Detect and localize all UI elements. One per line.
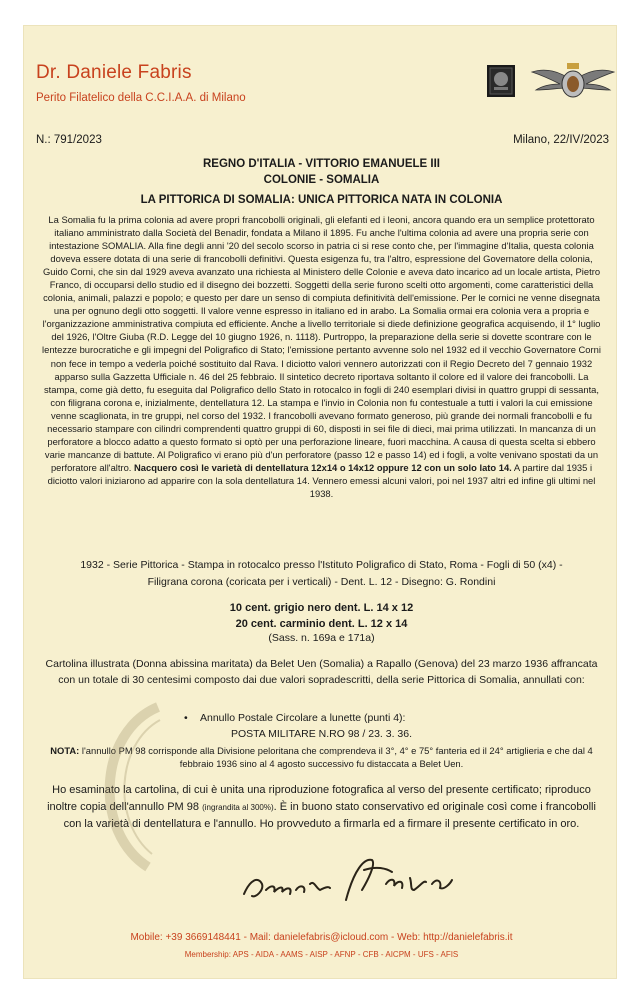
winged-emblem-icon — [530, 58, 616, 106]
postcard-description: Cartolina illustrata (Donna abissina maritata) da Belet Uen (Somalia) a Rapallo (Genova) del 23 marzo 1936 affrancata con un totale di 30 centesimi composto dai due valori sopradescritti, della serie Pittorica di Somalia, annullati con: — [45, 658, 598, 686]
certificate-number: N.: 791/2023 — [36, 134, 102, 146]
conclusion-part-2: . È in buono stato conservativo ed originale così come i francobolli con la varietà di dentellatura e l'annullo. Ho provveduto a firmarla ed a firmare il presente certificato in oro. — [63, 801, 596, 830]
history-tail: A partire dal 1935 i diciotto valori iniziarono ad apparire con la sola dentellatura 14. Vennero emessi alcuni valori, poi nel 1937 altri ed infine gli ultimi nel 1938. — [47, 461, 596, 499]
conclusion-part-1: Ho esaminato la cartolina, di cui è unita una riproduzione fotografica al verso del presente certificato; riproduco inoltre copia dell'annullo PM 98 — [47, 784, 591, 813]
history-main: La Somalia fu la prima colonia ad avere propri francobolli originali, gli elefanti ed i leoni, ancora quando era un semplice protettorato italiano amministrato dalla Società del Benadir, fondata a Milano il 1895. Fu anche l'ultima colonia ad avere una propria serie con intestazione SOMALIA. Alla fine degli anni '20 del secolo scorso in patria ci si rese conto che, per l'immagine d'Italia, questa colonia doveva essere dotata di una serie di francobolli definitivi. Questa esigenza fu, tra l'altro, espressione del Governatore della colonia, Guido Corni, che sin dal 1929 aveva avanzato una richiesta al Ministero delle Colonie e aveva dato incarico ad un locale artista, Pietro Franco, di occuparsi dello studio ed il disegno dei bozzetti. Soggetti della serie furono scelti otto argomenti, come caratteristici della colonia, animali, palazzi e popolo; e questo per dare un senso di compiuta definitività dell'emissione. Per le cornici ne venne disegnata una per ognuno degli otto soggetti. Il valore venne espresso in italiano ed in arabo. La Somalia ormai era colonia vera a propria e l'organizzazione amministrativa compiuta ed efficiente. Anche a livello territoriale si diede definizione geografica acquisendo, il 1° luglio del 1926, l'Oltre Giuba (R.D. Legge del 10 giugno 1926, n. 1118). Purtroppo, la preparazione della serie si dovette scontrare con le lentezze burocratiche e gli impegni del Poligrafico di Stato; l'emissione pertanto avvenne solo nel 1932 ed il vecchio Governatore Corni non fece in tempo a vederla poiché sostituito dal Rava. I diciotto valori vennero autorizzati con il Regio Decreto del 7 gennaio 1932 apparso sulla Gazzetta Ufficiale n. 46 del 25 febbraio. Il sintetico decreto riportava soltanto il colore ed il valore dei francobolli. La stampa, come già detto, fu eseguita dal Poligrafico dello Stato in rotocalco in fogli di 240 esemplari divisi in quattro gruppi di sessanta, con filigrana corona e, inizialmente, dentellatura 12. La stampa e l'invio in Colonia non fu contestuale a tutti i valori la cui emissione venne scaglionata, in tre gruppi, nel corso del 1932. I francobolli avevano formato generoso, più grande dei normali francobolli e fu necessario stampare con cilindri comprendenti quattro gruppi di 60, disposti in sei file di dieci, mai prima utilizzati. In mancanza di un perforatore a blocco adatto a questo formato si optò per una perforazione lineare, fuori macchina. A causa di questa scelta si ebbero varie mancanze di battute. Al Poligrafico vi erano più d'un perforatore (passo 12 e passo 14) ed i fogli, a volte venivano spostati da un perforatore all'altro. — [42, 214, 601, 473]
series-line-2: Filigrana corona (coricata per i verticali) - Dent. L. 12 - Disegno: G. Rondini — [147, 576, 496, 588]
stamp-value-1: 10 cent. grigio nero dent. L. 14 x 12 — [229, 602, 414, 614]
cancellation-text: Annullo Postale Circolare a lunette (punti 4): — [200, 712, 406, 724]
signature-icon — [236, 850, 466, 910]
note-label: NOTA: — [50, 745, 80, 756]
catalogue-reference: (Sass. n. 169a e 171a) — [268, 632, 375, 644]
certificate-date: Milano, 22/IV/2023 — [513, 134, 609, 146]
footer-membership: Membership: APS - AIDA - AAMS - AISP - AFNP - CFB - AICPM - UFS - AFIS — [184, 950, 459, 959]
conclusion-small: (ingrandita al 300%) — [202, 803, 274, 812]
heading-line-2: COLONIE - SOMALIA — [263, 174, 380, 186]
series-line-1: 1932 - Serie Pittorica - Stampa in rotocalco presso l'Istituto Poligrafico di Stato, Roma - Fogli di 50 (x4) - — [80, 559, 563, 571]
series-description — [40, 557, 603, 591]
expert-name: Dr. Daniele Fabris — [36, 62, 192, 83]
stamp-values — [40, 600, 603, 632]
bullet-icon: • — [184, 712, 188, 724]
note-text: l'annullo PM 98 corrisponde alla Divisione peloritana che comprendeva il 3°, 4° e 75° fanteria ed il 24° artiglieria e che dal 4 febbraio 1936 sino al 4 agosto successivo fu distaccata a Belet Uen. — [81, 745, 593, 769]
cancellation-item — [184, 712, 406, 724]
stamp-logo-icon — [486, 64, 516, 98]
subtitle: LA PITTORICA DI SOMALIA: UNICA PITTORICA NATA IN COLONIA — [140, 194, 503, 206]
footer-contact: Mobile: +39 3669148441 - Mail: danielefabris@icloud.com - Web: http://danielefabris.it — [130, 932, 513, 943]
heading-line-1: REGNO D'ITALIA - VITTORIO EMANUELE III — [203, 158, 440, 170]
history-paragraph — [38, 213, 605, 500]
stamp-value-2: 20 cent. carminio dent. L. 12 x 14 — [235, 618, 408, 630]
embossed-seal-icon — [88, 702, 178, 872]
heading-block — [40, 156, 603, 188]
postmark-text: POSTA MILITARE N.RO 98 / 23. 3. 36. — [230, 728, 413, 740]
history-bold: Nacquero così le varietà di dentellatura 12x14 o 14x12 oppure 12 con un solo lato 14. — [134, 461, 512, 473]
expert-title: Perito Filatelico della C.C.I.A.A. di Milano — [36, 92, 246, 104]
